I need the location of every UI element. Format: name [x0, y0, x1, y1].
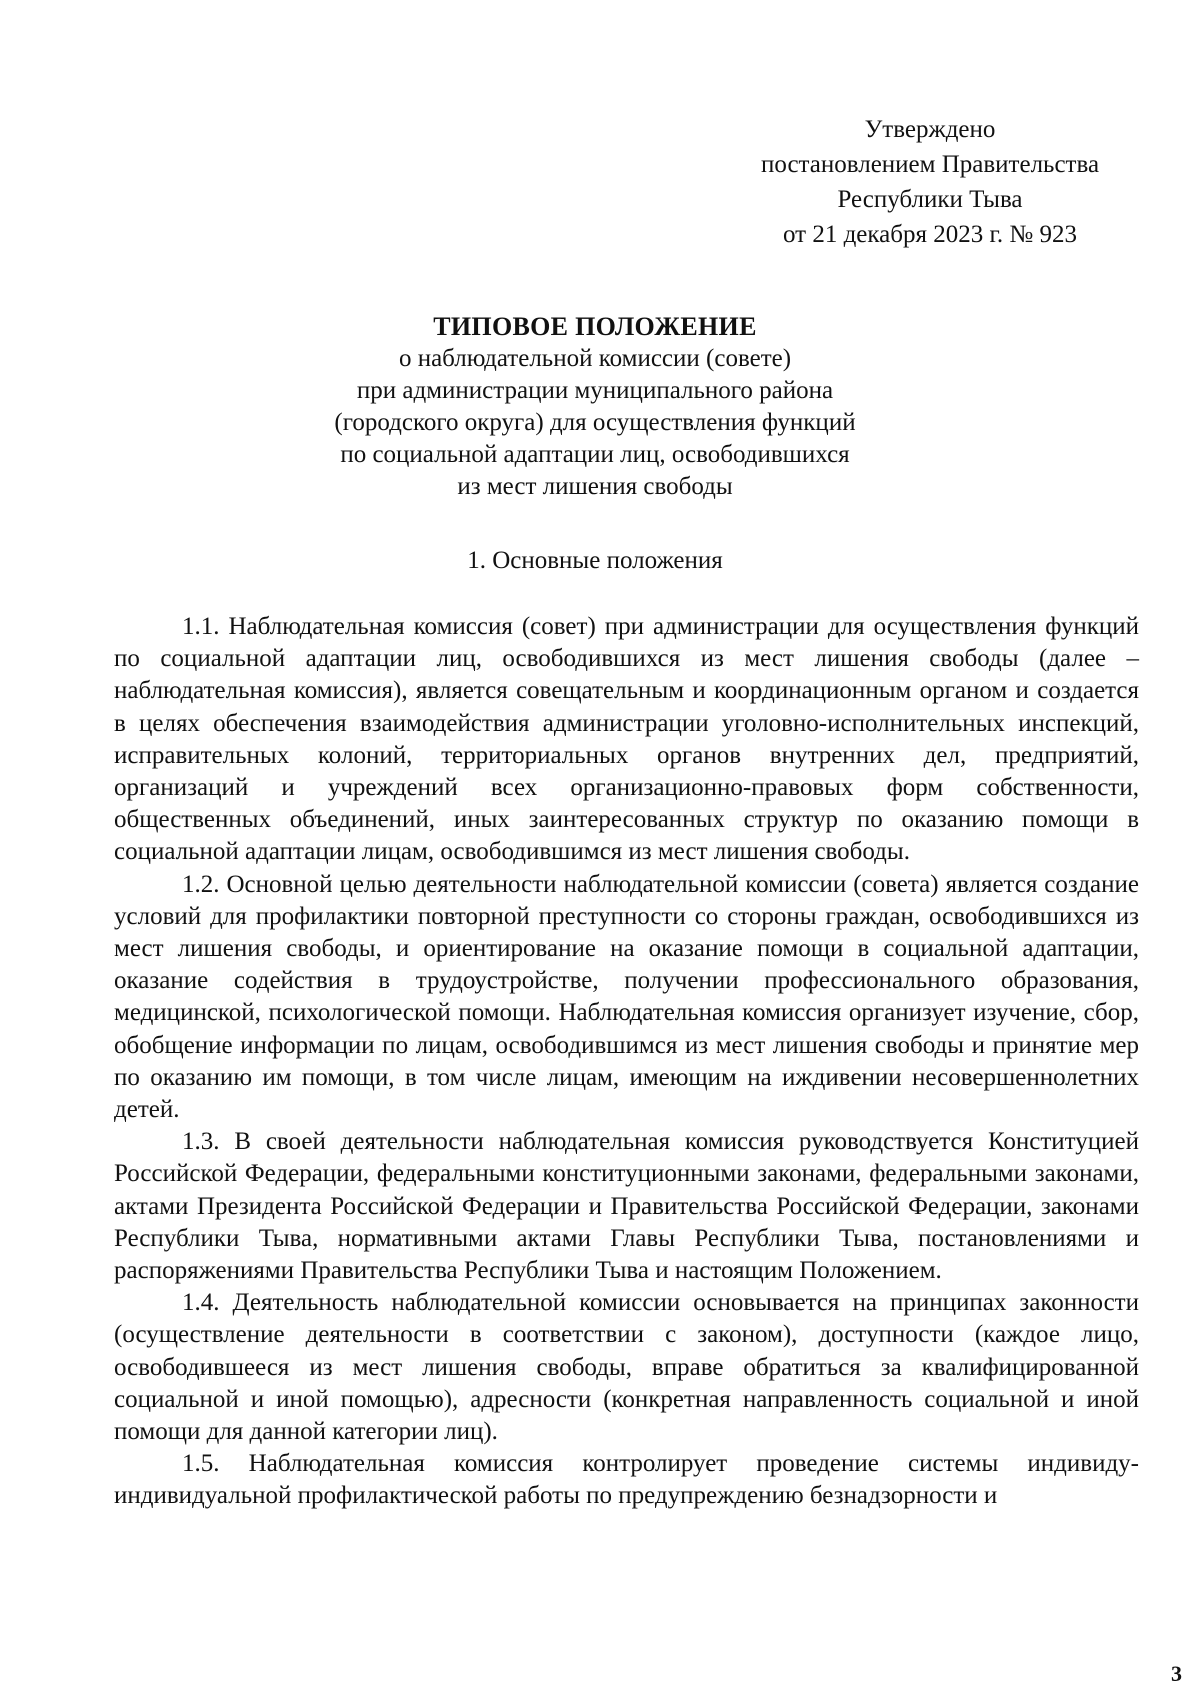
approval-line: Республики Тыва — [837, 186, 1023, 213]
approval-date: от 21 декабря 2023 г. № 923 — [782, 221, 1078, 248]
approval-line: постановлением Правительства — [760, 151, 1100, 178]
document-title-block — [200, 311, 990, 503]
document-subtitle-line: о наблюдательной комиссии (совете) — [398, 345, 792, 372]
document-title: ТИПОВОЕ ПОЛОЖЕНИЕ — [433, 312, 757, 341]
paragraph-1-3: 1.3. В своей деятельности наблюдательная комиссия руководствуется Конституцией Российской Федерации, федеральными конституционными законами, федеральными законами, актами Президента Российской Федерации и Правительства Российской Федерации, законами Республики Тыва, нормативными актами Главы Республики Тыва, постановлениями и распоряжениями Правительства Республики Тыва и настоящим Положением. — [114, 1128, 1139, 1285]
document-subtitle-line: (городского округа) для осуществления функций — [334, 409, 856, 436]
paragraph-1-1: 1.1. Наблюдательная комиссия (совет) при администрации для осуществления функций по социальной адаптации лиц, освободившихся из мест лишения свободы (далее – наблюдательная комиссия), является совещательным и координационным органом и создается в целях обеспечения взаимодействия администрации уголовно-исполнительных инспекций, исправительных колоний, территориальных органов внутренних дел, предприятий, организаций и учреждений всех организационно-правовых форм собственности, общественных объединений, иных заинтересованных структур по оказанию помощи в социальной адаптации лицам, освободившимся из мест лишения свободы. — [114, 613, 1139, 866]
section-heading: 1. Основные положения — [467, 547, 723, 574]
paragraph-1-5: 1.5. Наблюдательная комиссия контролирует проведение системы индивиду-индивидуальной профилактической работы по предупреждению безнадзорности и — [114, 1450, 1139, 1510]
paragraph-1-2: 1.2. Основной целью деятельности наблюдательной комиссии (совета) является создание условий для профилактики повторной преступности со стороны граждан, освободившихся из мест лишения свободы, и ориентирование на оказание помощи в социальной адаптации, оказание содействия в трудоустройстве, получении профессионального образования, медицинской, психологической помощи. Наблюдательная комиссия организует изучение, сбор, обобщение информации по лицам, освободившимся из мест лишения свободы и принятие мер по оказанию им помощи, в том числе лицам, имеющим на иждивении несовершеннолетних детей. — [114, 870, 1139, 1124]
approval-stamp — [720, 112, 1140, 252]
section-body — [114, 611, 1139, 1513]
document-subtitle-line: по социальной адаптации лиц, освободившихся — [340, 441, 850, 468]
document-subtitle-line: из мест лишения свободы — [457, 473, 733, 500]
approval-line: Утверждено — [864, 116, 996, 143]
paragraph-1-4: 1.4. Деятельность наблюдательной комиссии основывается на принципах законности (осуществление деятельности в соответствии с законом), доступности (каждое лицо, освободившееся из мест лишения свободы, вправе обратиться за квалифицированной социальной и иной помощью), адресности (конкретная направленность социальной и иной помощи для данной категории лиц). — [114, 1289, 1139, 1446]
page-number: 3 — [1171, 1661, 1182, 1686]
document-subtitle-line: при администрации муниципального района — [356, 377, 834, 404]
